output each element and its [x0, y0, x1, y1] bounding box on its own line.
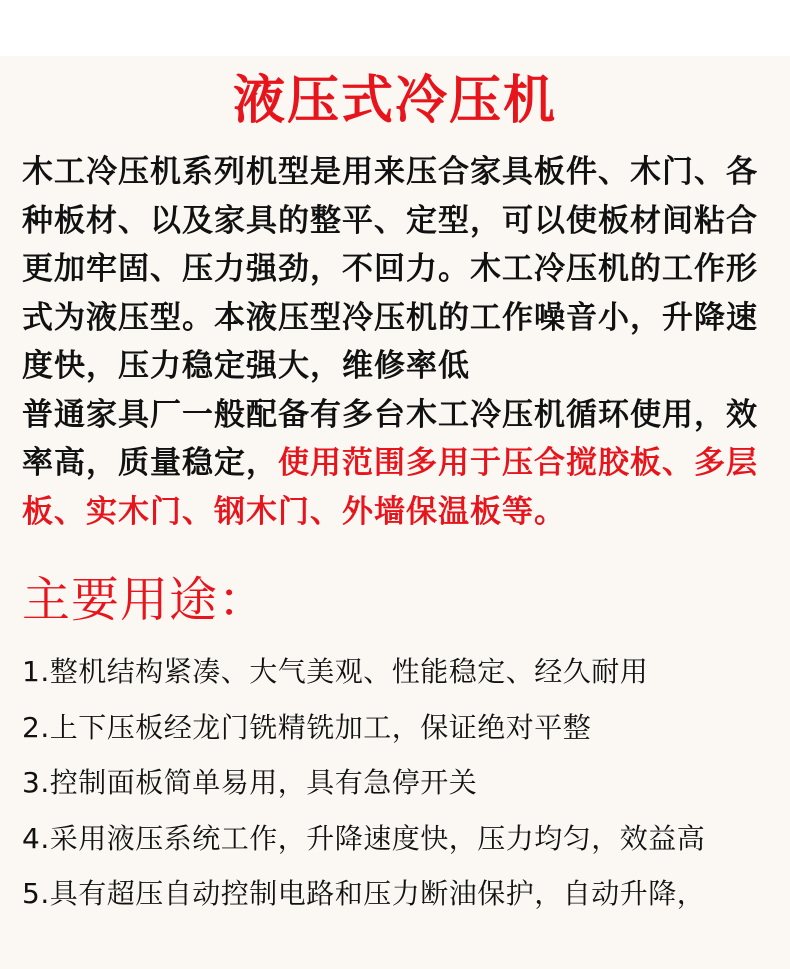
feature-item-2: 2.上下压板经龙门铣精铣加工，保证绝对平整: [22, 710, 592, 744]
intro-text: [22, 148, 772, 536]
intro-paragraph-1: 木工冷压机系列机型是用来压合家具板件、木门、各种板材、以及家具的整平、定型，可以使板材间粘合更加牢固、压力强劲，不回力。木工冷压机的工作形式为液压型。本液压型冷压机的工作噪音小，升降速度快，压力稳定强大，维修率低: [22, 154, 758, 384]
section-heading-main-uses: 主要用途：: [22, 572, 268, 628]
feature-item-5: 5.具有超压自动控制电路和压力断油保护，自动升降，: [22, 877, 706, 910]
intro-paragraph-2: [22, 391, 772, 537]
intro-paragraph-2-plain: 普通家具厂一般配备有多台木工冷压机循环使用，效率高，质量稳定，: [22, 396, 758, 481]
feature-item-4: 4.采用液压系统工作，升降速度快，压力均匀，效益高: [22, 821, 706, 855]
usage-range-highlight: 使用范围多用于压合搅胶板、多层板、实木门、钢木门、外墙保温板等。: [22, 445, 758, 530]
page-title: 液压式冷压机: [232, 70, 557, 131]
feature-list: [22, 644, 774, 922]
feature-item-1: 1.整机结构紧凑、大气美观、性能稳定、经久耐用: [22, 655, 649, 688]
top-margin: [0, 0, 790, 56]
feature-item-3: 3.控制面板简单易用，具有急停开关: [22, 766, 478, 799]
